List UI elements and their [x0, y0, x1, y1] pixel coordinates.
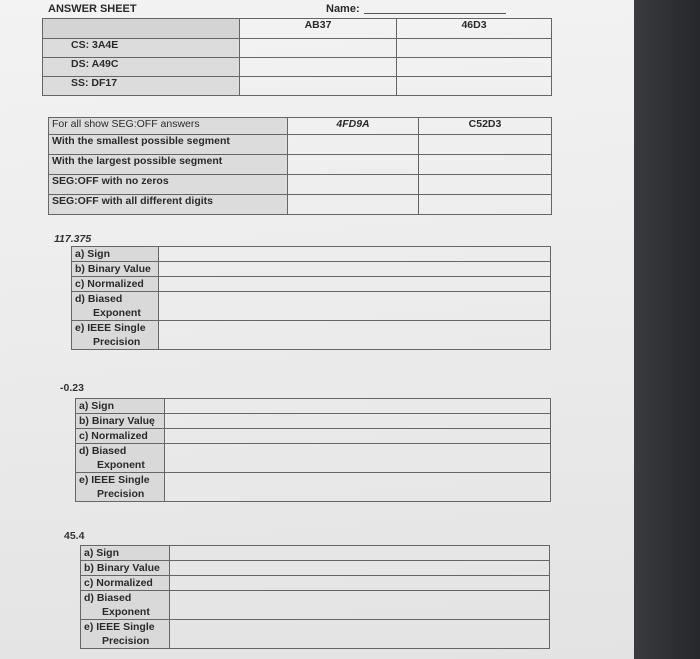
- answer-cell[interactable]: [419, 135, 552, 155]
- answer-cell[interactable]: [419, 155, 552, 175]
- answer-cell[interactable]: [159, 292, 551, 321]
- answer-cell[interactable]: [288, 135, 419, 155]
- answer-cell[interactable]: [170, 591, 550, 620]
- item-ieee-single-precision: [76, 473, 165, 502]
- item-binary-value: b) Binary Value: [72, 262, 159, 277]
- register-corner: [43, 19, 240, 39]
- item-normalized: c) Normalized: [72, 277, 159, 292]
- answer-cell[interactable]: [159, 277, 551, 292]
- seg-row-different-digits: SEG:OFF with all different digits: [49, 195, 288, 215]
- register-row-ss: SS: DF17: [43, 77, 240, 96]
- answer-cell[interactable]: [397, 58, 552, 77]
- problem-number-1: 117.375: [54, 233, 92, 245]
- item-biased-exponent: [81, 591, 170, 620]
- seg-row-largest: With the largest possible segment: [49, 155, 288, 175]
- answer-cell[interactable]: [170, 620, 550, 649]
- answer-cell[interactable]: [419, 195, 552, 215]
- register-table: [42, 18, 552, 96]
- ieee-table-2: [75, 398, 551, 502]
- col-header-2: 46D3: [397, 19, 552, 39]
- seg-col-header-1: 4FD9A: [288, 118, 419, 135]
- ieee-table-3: [80, 545, 550, 649]
- item-ieee-single-precision: [72, 321, 159, 350]
- answer-cell[interactable]: [165, 473, 551, 502]
- problem-number-3: 45.4: [64, 530, 85, 542]
- answer-cell[interactable]: [240, 39, 397, 58]
- item-biased: d) Biased: [84, 592, 132, 604]
- answer-cell[interactable]: [419, 175, 552, 195]
- item-precision: Precision: [93, 336, 141, 348]
- answer-cell[interactable]: [397, 39, 552, 58]
- seg-col-header-2: C52D3: [419, 118, 552, 135]
- answer-cell[interactable]: [165, 429, 551, 444]
- name-label: Name:: [326, 3, 360, 15]
- item-normalized: c) Normalized: [81, 576, 170, 591]
- answer-cell[interactable]: [159, 321, 551, 350]
- answer-cell[interactable]: [159, 247, 551, 262]
- item-biased: d) Biased: [79, 445, 127, 457]
- answer-cell[interactable]: [288, 155, 419, 175]
- answer-cell[interactable]: [159, 262, 551, 277]
- answer-cell[interactable]: [170, 546, 550, 561]
- item-sign: a) Sign: [72, 247, 159, 262]
- answer-cell[interactable]: [170, 561, 550, 576]
- register-row-ds: DS: A49C: [43, 58, 240, 77]
- seg-off-table: [48, 117, 552, 215]
- problem-number-2: -0.23: [60, 382, 84, 394]
- ieee-table-1: [71, 246, 551, 350]
- answer-cell[interactable]: [397, 77, 552, 96]
- item-biased-exponent: [76, 444, 165, 473]
- seg-title-row: For all show SEG:OFF answers: [49, 118, 288, 135]
- item-binary-value: b) Binary Value: [81, 561, 170, 576]
- sheet-title: ANSWER SHEET: [48, 3, 137, 15]
- answer-cell[interactable]: [165, 399, 551, 414]
- item-sign: a) Sign: [81, 546, 170, 561]
- seg-row-no-zeros: SEG:OFF with no zeros: [49, 175, 288, 195]
- answer-cell[interactable]: [240, 77, 397, 96]
- item-exponent: Exponent: [102, 606, 150, 618]
- item-ieee-single-precision: [81, 620, 170, 649]
- item-exponent: Exponent: [93, 307, 141, 319]
- background-edge: [634, 0, 700, 659]
- item-sign: a) Sign: [76, 399, 165, 414]
- item-precision: Precision: [102, 635, 150, 647]
- answer-cell[interactable]: [288, 175, 419, 195]
- item-biased-exponent: [72, 292, 159, 321]
- item-ieee-single: e) IEEE Single: [79, 474, 150, 486]
- answer-cell[interactable]: [240, 58, 397, 77]
- register-row-cs: CS: 3A4E: [43, 39, 240, 58]
- name-underline: [364, 13, 506, 14]
- answer-cell[interactable]: [288, 195, 419, 215]
- item-exponent: Exponent: [97, 459, 145, 471]
- item-normalized: c) Normalized: [76, 429, 165, 444]
- item-ieee-single: e) IEEE Single: [75, 322, 146, 334]
- item-ieee-single: e) IEEE Single: [84, 621, 155, 633]
- seg-row-smallest: With the smallest possible segment: [49, 135, 288, 155]
- item-precision: Precision: [97, 488, 145, 500]
- answer-cell[interactable]: [170, 576, 550, 591]
- item-binary-value: b) Binary Valuę: [76, 414, 165, 429]
- answer-cell[interactable]: [165, 414, 551, 429]
- col-header-1: AB37: [240, 19, 397, 39]
- item-biased: d) Biased: [75, 293, 123, 305]
- answer-cell[interactable]: [165, 444, 551, 473]
